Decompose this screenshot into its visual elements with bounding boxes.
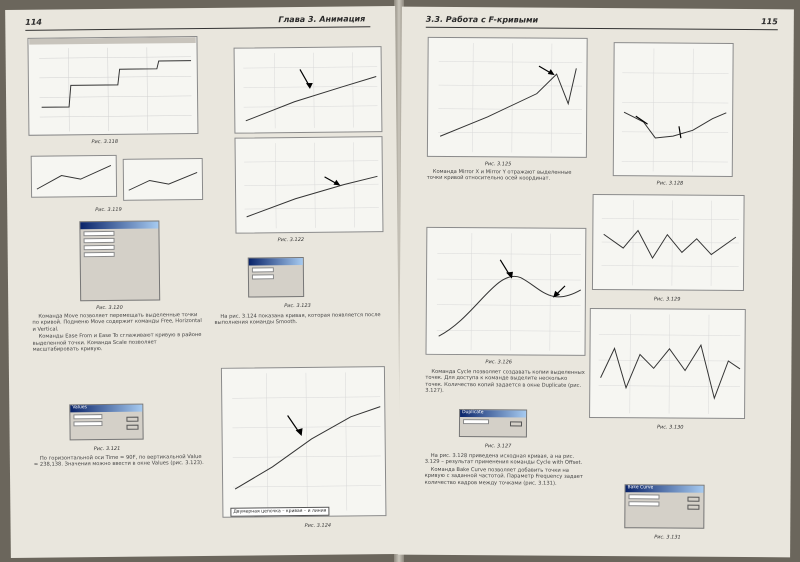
right-page-number: 115 [761, 17, 778, 27]
caption-fig-3-122: Рис. 3.122 [277, 236, 305, 244]
right-text-block-1 [427, 169, 587, 184]
paragraph: Команда Bake Curve позволяет добавить точки на кривую с заданной частотой. Параметр Frequency задает количество кадров между точками (рис. 3.131). [424, 466, 583, 487]
figure-3-126-graph [425, 227, 586, 356]
left-text-block-2 [34, 454, 204, 470]
right-text-block-3 [425, 453, 585, 488]
dialog-field [252, 267, 274, 272]
caption-fig-3-128: Рис. 3.128 [656, 180, 684, 187]
left-page-number: 114 [25, 17, 43, 27]
dialog-field [83, 231, 114, 236]
figure-3-128-graph [613, 42, 734, 177]
figure-3-118-screenshot [27, 36, 198, 136]
figure-3-130-graph [589, 308, 746, 419]
cancel-button [126, 425, 138, 430]
fcurve-editor-graph [28, 37, 197, 135]
figure-3-121-values-dialog [69, 404, 143, 441]
figure-3-125-graph [427, 37, 588, 158]
cancel-button [687, 505, 699, 510]
paragraph: Команда Move позволяет перемещать выделенные точки по кривой. Подменю Move содержит команды Free, Horizontal и Vertical. [32, 312, 202, 333]
right-text-block-2 [425, 369, 585, 397]
values-dialog-title: Values [70, 405, 142, 413]
caption-fig-3-121: Рис. 3.121 [93, 445, 121, 453]
caption-fig-3-123: Рис. 3.123 [284, 302, 311, 310]
figure-3-122-bottom-graph [234, 136, 383, 234]
dialog-titlebar [249, 258, 303, 266]
figure-3-120-dialog [79, 220, 160, 301]
paragraph: По горизонтальной оси Time = 90F, по вертикальной Value = 238,138. Значения можно ввести в окне Values (рис. 3.123). [33, 454, 204, 469]
figure-3-119-left-screenshot [31, 155, 117, 198]
dialog-field [84, 245, 115, 250]
right-page [398, 7, 794, 558]
caption-fig-3-127: Рис. 3.127 [484, 443, 512, 450]
left-header-rule [25, 26, 370, 31]
paragraph: На рис. 3.128 приведена исходная кривая, а на рис. 3.129 – результат применения команды Cycle with Offset. [424, 452, 583, 467]
left-page [5, 6, 401, 558]
figure-3-124-graph [221, 366, 387, 518]
dialog-field [252, 274, 274, 279]
figure-3-127-duplicate-dialog [459, 409, 527, 437]
figure-3-123-dialog [248, 257, 304, 298]
caption-fig-3-120: Рис. 3.120 [96, 304, 123, 312]
figure-3-122-top-graph [234, 46, 383, 134]
figure-3-124-callout: Двумерная цепочка – кривая – и линия [230, 507, 329, 517]
dialog-field [84, 252, 115, 257]
left-text-block-1 [32, 312, 202, 354]
caption-fig-3-119: Рис. 3.119 [95, 206, 122, 214]
figure-3-119-right-screenshot [123, 158, 203, 201]
bake-curve-dialog-title: Bake Curve [626, 485, 704, 493]
copies-field [463, 419, 489, 424]
figure-3-131-bake-curve-dialog [624, 484, 704, 529]
paragraph: Команда Cycle позволяет создавать копии выделенных точек. Для доступа к команде выделите несколько точек. Количество копий задается в окне Duplicate (рис. 3.127). [425, 368, 585, 395]
time-field [73, 414, 102, 419]
left-chapter-title: Глава 3. Анимация [278, 14, 366, 25]
paragraph: Команды Ease From и Ease To сглаживают кривую в районе выделенной точки. Команда Scale позволяет масштабировать кривую. [32, 332, 202, 353]
frequency-field [628, 494, 659, 499]
right-header-rule [426, 27, 778, 30]
ok-button [126, 417, 138, 422]
ok-button [687, 497, 699, 502]
caption-fig-3-131: Рис. 3.131 [654, 534, 681, 541]
frequency-field [628, 501, 659, 506]
caption-fig-3-124: Рис. 3.124 [304, 522, 332, 529]
left-text-block-3 [214, 312, 384, 328]
dialog-titlebar [80, 221, 158, 229]
caption-fig-3-125: Рис. 3.125 [484, 161, 512, 168]
figure-3-129-graph [592, 194, 745, 291]
ok-button [510, 421, 522, 426]
paragraph: Команда Mirror X и Mirror Y отражают выделенные точки кривой относительно осей координат. [426, 168, 572, 183]
right-section-title: 3.3. Работа с F-кривыми [425, 14, 539, 25]
duplicate-dialog-title: Duplicate [460, 410, 526, 417]
value-field [73, 421, 102, 426]
caption-fig-3-126: Рис. 3.126 [485, 359, 512, 366]
dialog-field [84, 238, 115, 243]
caption-fig-3-118: Рис. 3.118 [91, 138, 119, 146]
caption-fig-3-129: Рис. 3.129 [653, 296, 681, 303]
paragraph: На рис. 3.124 показана кривая, которая появляется после выполнения команды Smooth. [214, 312, 381, 327]
caption-fig-3-130: Рис. 3.130 [656, 424, 684, 431]
